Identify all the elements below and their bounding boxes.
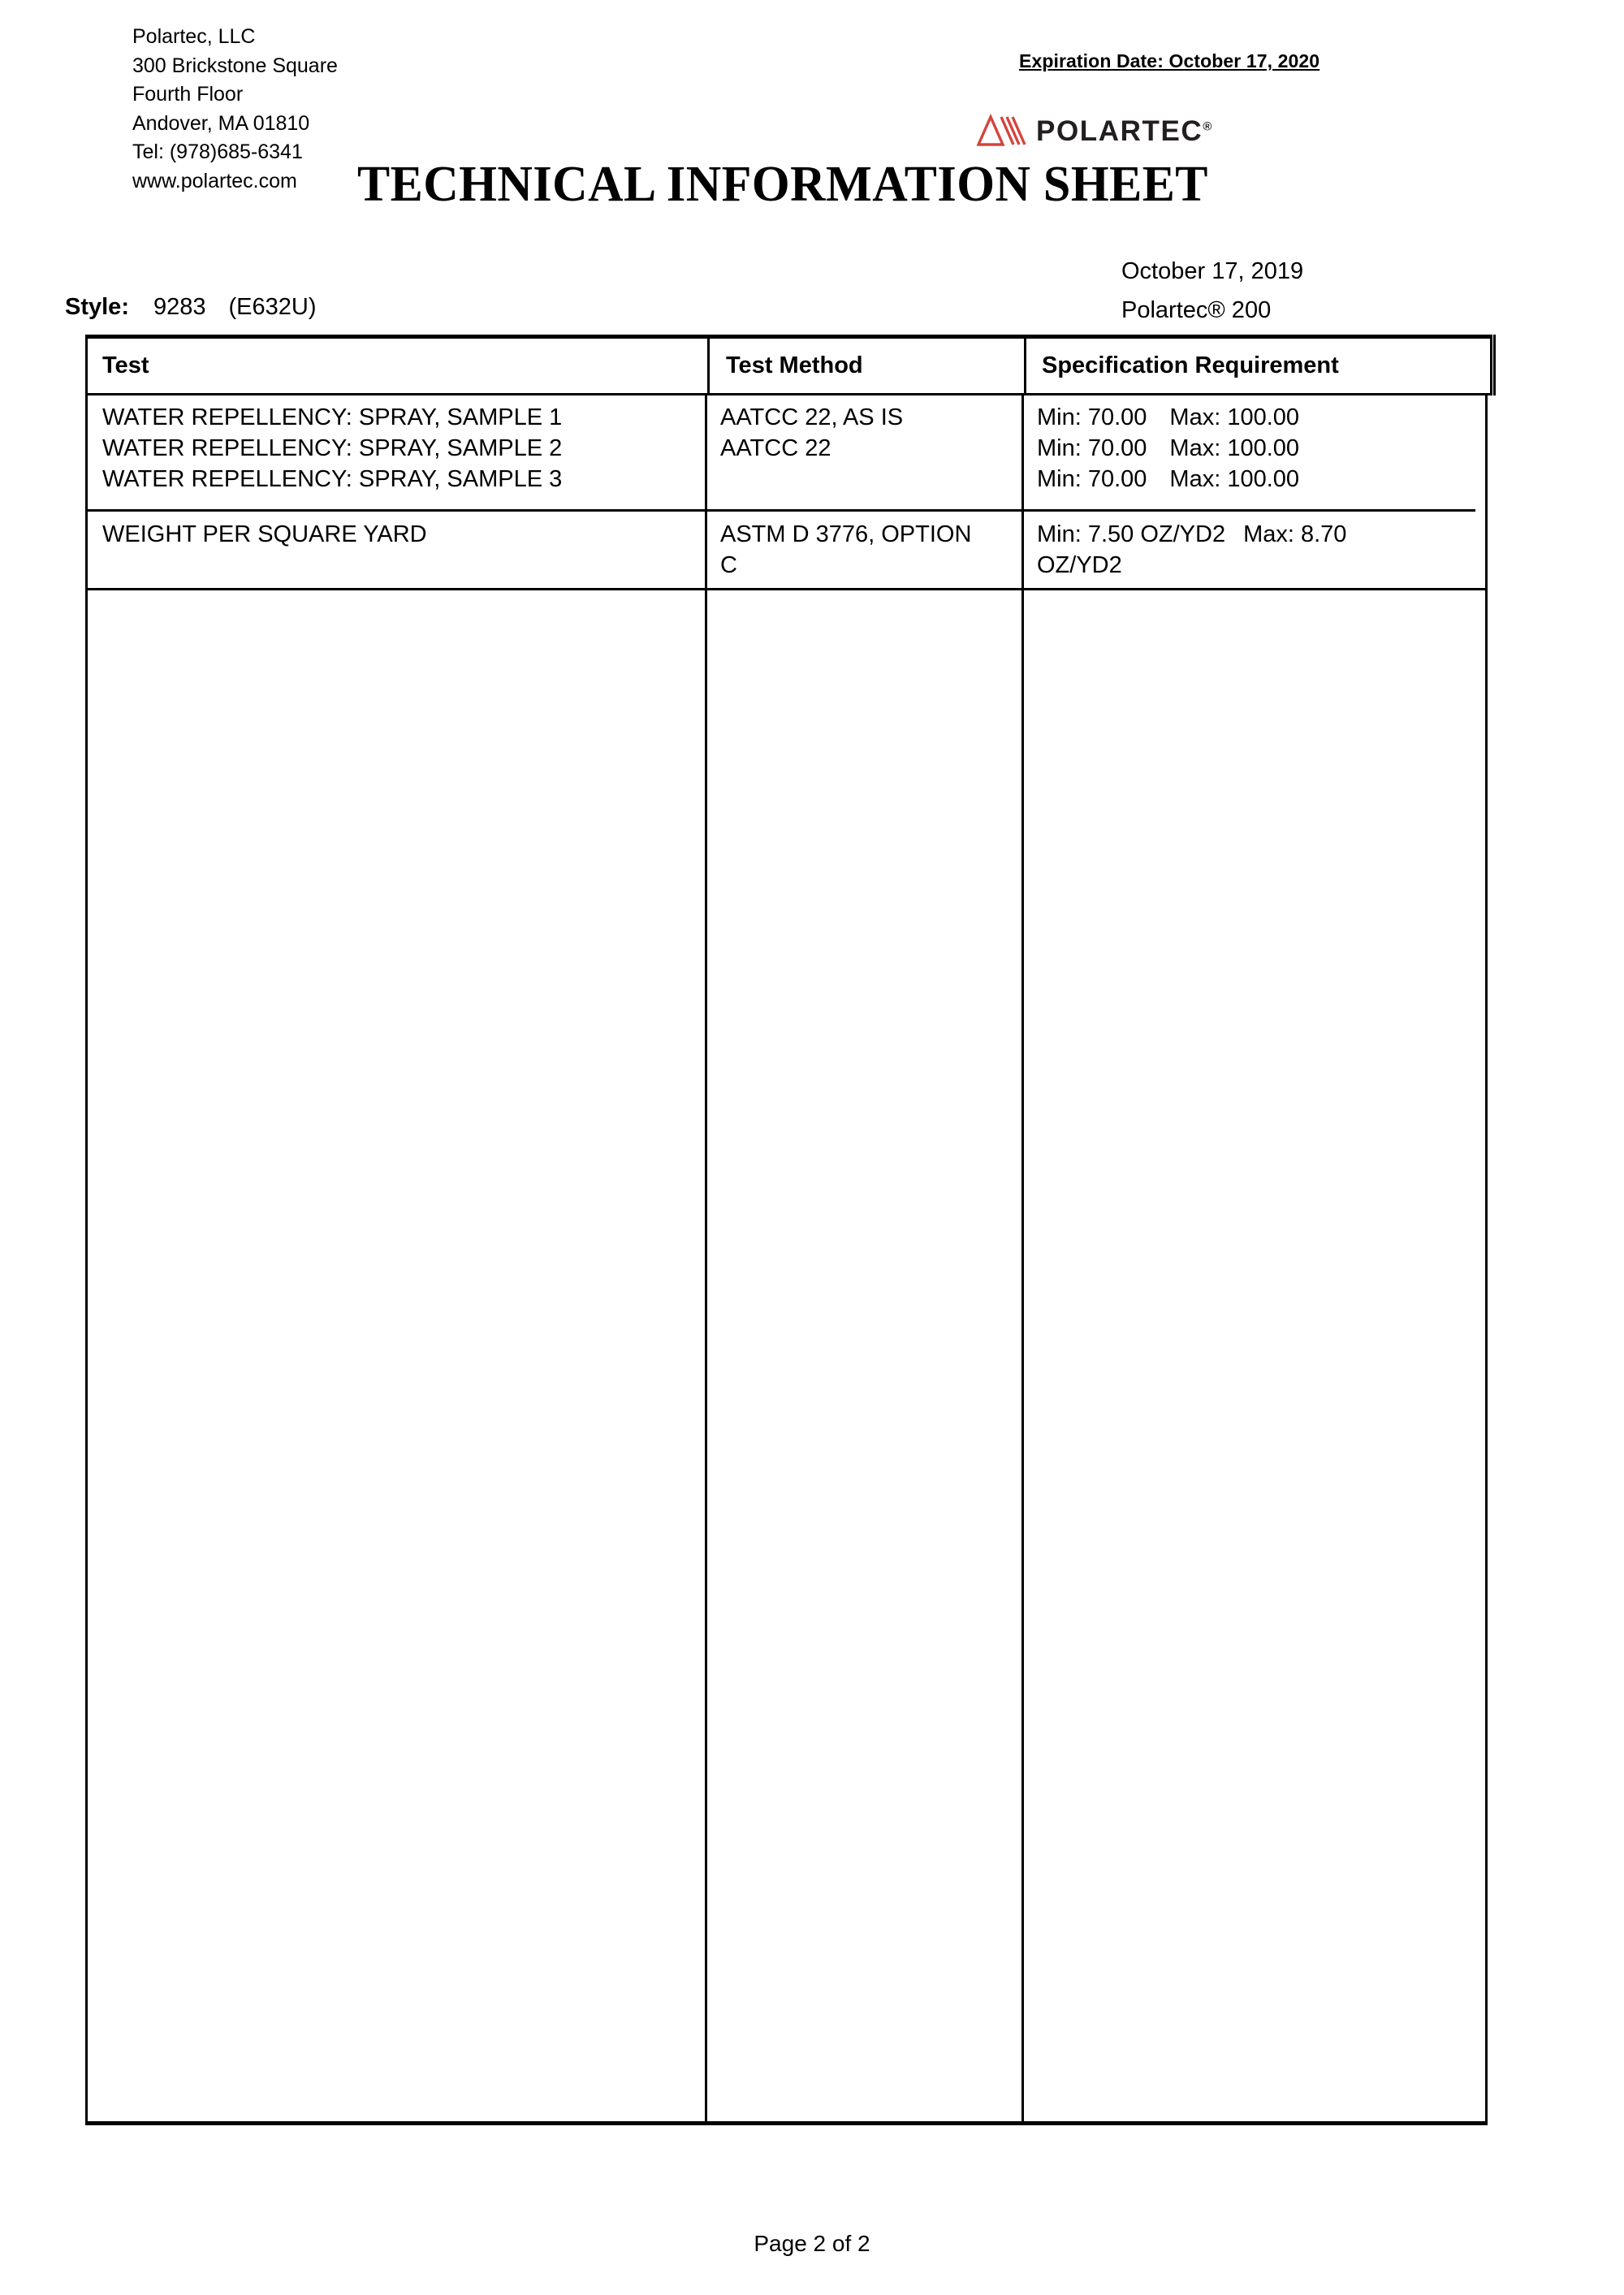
table-cell-method: ASTM D 3776, OPTION <box>720 521 972 547</box>
polartec-wordmark-text: POLARTEC <box>1036 115 1203 147</box>
table-cell-method: AATCC 22, AS IS <box>720 404 904 430</box>
polartec-wordmark <box>1036 117 1212 145</box>
column-divider-2 <box>1021 395 1024 2121</box>
style-code: (E632U) <box>228 294 317 320</box>
specification-table <box>85 335 1492 2125</box>
polartec-logo <box>977 114 1212 148</box>
column-header-specification-requirement: Specification Requirement <box>1024 339 1492 393</box>
table-row-group-specs <box>1037 519 1346 581</box>
table-cell-spec <box>1037 402 1299 433</box>
company-name: Polartec, LLC <box>132 25 256 48</box>
style-line <box>65 294 317 321</box>
spec-min: Min: 70.00 <box>1037 466 1147 492</box>
spec-max: Max: 100.00 <box>1169 435 1300 461</box>
company-address-line1: 300 Brickstone Square <box>132 54 338 77</box>
spec-min: OZ/YD2 <box>1037 552 1122 578</box>
column-header-test-method: Test Method <box>707 339 1024 393</box>
page-footer: Page 2 of 2 <box>754 2231 870 2256</box>
row-divider-2 <box>88 588 1485 590</box>
registered-mark: ® <box>1203 119 1212 133</box>
table-row-group-specs <box>1037 402 1299 495</box>
expiration-date: Expiration Date: October 17, 2020 <box>1019 50 1320 71</box>
table-cell-method: C <box>720 552 737 578</box>
table-cell-test: WATER REPELLENCY: SPRAY, SAMPLE 3 <box>102 466 563 492</box>
column-header-test: Test <box>102 352 149 378</box>
table-cell-spec <box>1037 464 1299 495</box>
style-label: Style: <box>65 294 129 320</box>
spec-max: Max: 100.00 <box>1169 404 1300 430</box>
company-phone: Tel: (978)685-6341 <box>132 140 303 163</box>
company-address-line2: Fourth Floor <box>132 83 244 106</box>
spec-min: Min: 70.00 <box>1037 404 1147 430</box>
polartec-triangle-icon <box>977 114 1027 148</box>
table-row-group-tests <box>102 519 427 550</box>
page-title: TECHNICAL INFORMATION SHEET <box>357 157 1208 212</box>
spec-max: Max: 8.70 <box>1243 521 1347 547</box>
style-number: 9283 <box>153 294 206 320</box>
table-cell-test: WATER REPELLENCY: SPRAY, SAMPLE 1 <box>102 404 563 430</box>
spec-max: Max: 100.00 <box>1169 466 1300 492</box>
spec-min: Min: 7.50 OZ/YD2 <box>1037 521 1226 547</box>
table-row-group-methods <box>720 402 903 464</box>
document-date: October 17, 2019 <box>1121 258 1304 284</box>
column-divider-1 <box>705 395 707 2121</box>
company-website: www.polartec.com <box>132 169 297 192</box>
product-name: Polartec® 200 <box>1121 297 1272 323</box>
spec-min: Min: 70.00 <box>1037 435 1147 461</box>
table-cell-spec <box>1037 433 1299 464</box>
row-divider-1 <box>88 509 1475 512</box>
table-header-row <box>85 335 1492 395</box>
table-cell-spec <box>1037 550 1346 581</box>
table-cell-test: WEIGHT PER SQUARE YARD <box>102 521 427 547</box>
table-row-group-tests <box>102 402 562 495</box>
table-cell-spec <box>1037 519 1346 550</box>
company-address-line3: Andover, MA 01810 <box>132 111 310 135</box>
table-cell-method: AATCC 22 <box>720 435 831 461</box>
table-row-group-methods <box>720 519 971 581</box>
table-cell-test: WATER REPELLENCY: SPRAY, SAMPLE 2 <box>102 435 563 461</box>
table-body <box>85 395 1488 2125</box>
company-address-block <box>132 23 338 196</box>
